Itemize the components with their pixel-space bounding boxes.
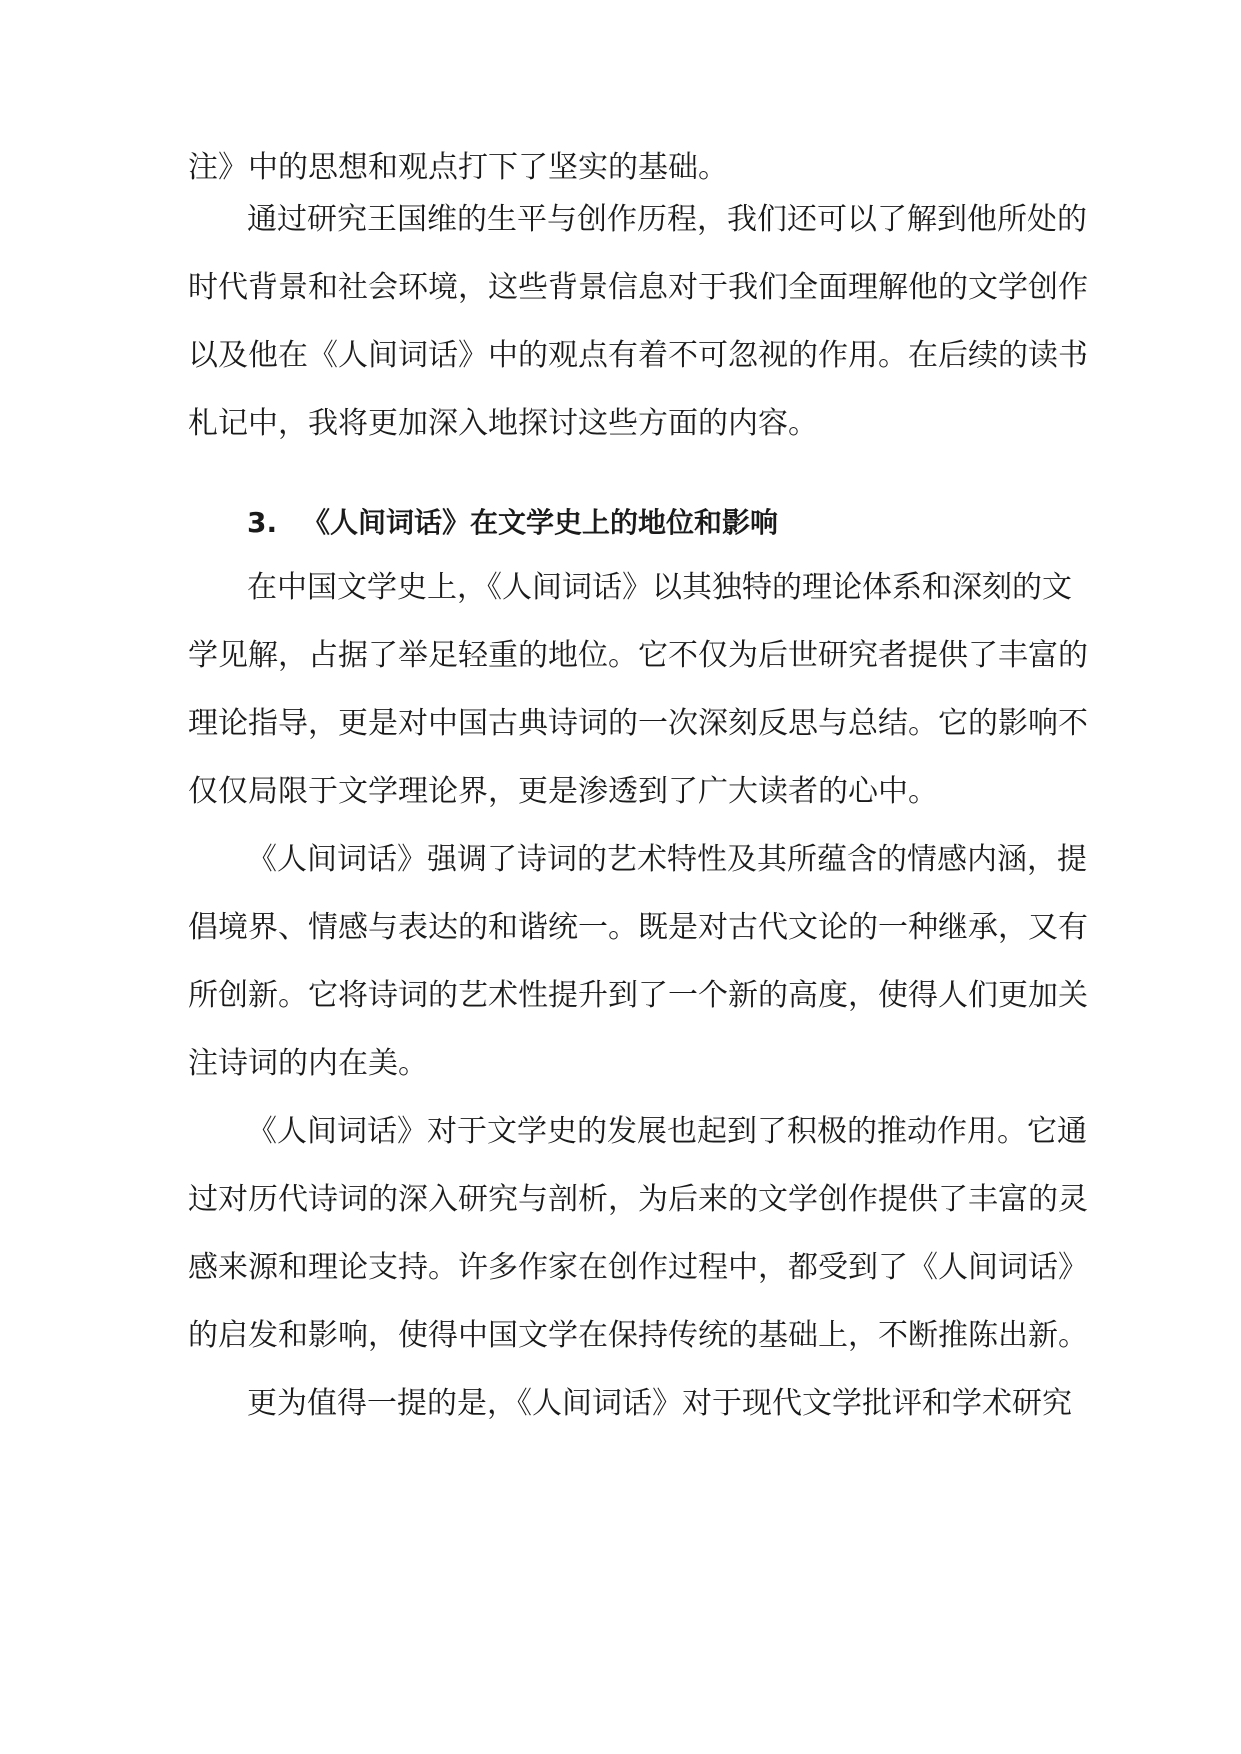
text-line: 以及他在《人间词话》中的观点有着不可忽视的作用。在后续的读书 bbox=[188, 338, 1088, 373]
paragraph-start-line: 在中国文学史上，《人间词话》以其独特的理论体系和深刻的文 bbox=[247, 570, 1072, 605]
text-line: 仅仅局限于文学理论界，更是渗透到了广大读者的心中。 bbox=[188, 774, 938, 809]
text-line: 时代背景和社会环境，这些背景信息对于我们全面理解他的文学创作 bbox=[188, 270, 1088, 305]
text-line: 过对历代诗词的深入研究与剖析，为后来的文学创作提供了丰富的灵 bbox=[188, 1182, 1088, 1217]
section-heading bbox=[247, 503, 778, 543]
text-line: 的启发和影响，使得中国文学在保持传统的基础上，不断推陈出新。 bbox=[188, 1318, 1088, 1353]
paragraph-start-line: 《人间词话》强调了诗词的艺术特性及其所蕴含的情感内涵，提 bbox=[247, 842, 1087, 877]
text-line: 倡境界、情感与表达的和谐统一。既是对古代文论的一种继承，又有 bbox=[188, 910, 1088, 945]
text-line: 注》中的思想和观点打下了坚实的基础。 bbox=[188, 150, 728, 185]
text-line: 注诗词的内在美。 bbox=[188, 1046, 428, 1081]
paragraph-start-line: 《人间词话》对于文学史的发展也起到了积极的推动作用。它通 bbox=[247, 1114, 1087, 1149]
text-line: 学见解，占据了举足轻重的地位。它不仅为后世研究者提供了丰富的 bbox=[188, 638, 1088, 673]
paragraph-start-line: 更为值得一提的是，《人间词话》对于现代文学批评和学术研究 bbox=[247, 1386, 1072, 1421]
text-line: 理论指导，更是对中国古典诗词的一次深刻反思与总结。它的影响不 bbox=[188, 706, 1088, 741]
text-line: 所创新。它将诗词的艺术性提升到了一个新的高度，使得人们更加关 bbox=[188, 978, 1088, 1013]
text-line: 感来源和理论支持。许多作家在创作过程中，都受到了《人间词话》 bbox=[188, 1250, 1088, 1285]
paragraph-start-line: 通过研究王国维的生平与创作历程，我们还可以了解到他所处的 bbox=[247, 202, 1087, 237]
section-number: 3. bbox=[247, 506, 278, 539]
text-line: 札记中，我将更加深入地探讨这些方面的内容。 bbox=[188, 406, 818, 441]
section-title: 《人间词话》在文学史上的地位和影响 bbox=[302, 506, 779, 539]
